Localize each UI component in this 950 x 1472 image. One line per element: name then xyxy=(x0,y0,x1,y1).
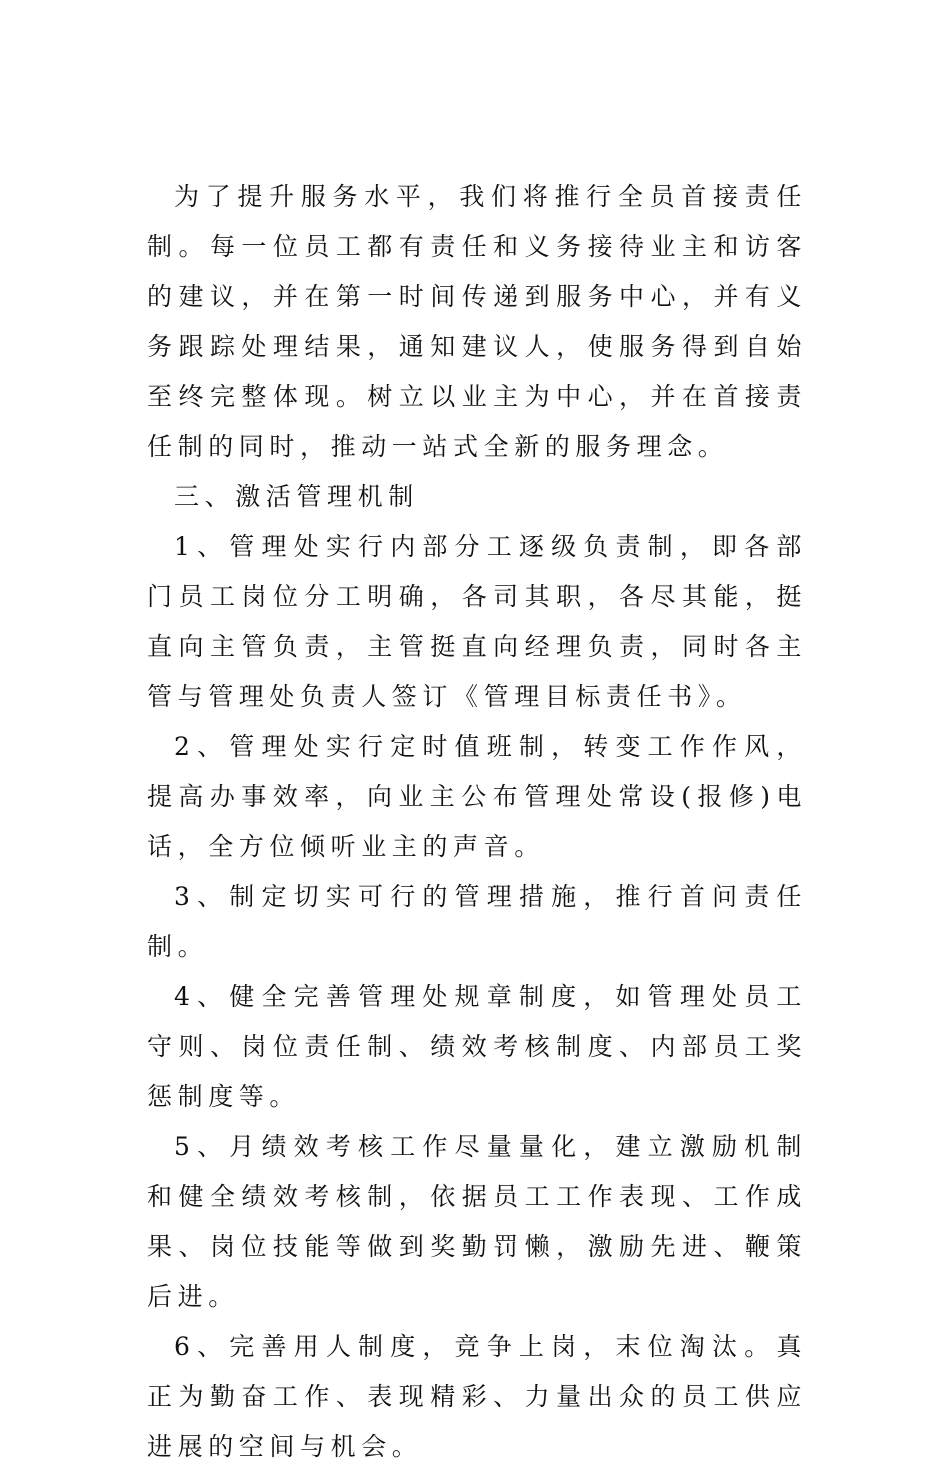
paragraph-item-6: 6、完善用人制度，竞争上岗，末位淘汰。真正为勤奋工作、表现精彩、力量出众的员工供应进展的空间与机会。 xyxy=(147,1332,807,1461)
paragraph-item-5: 5、月绩效考核工作尽量量化，建立激励机制和健全绩效考核制，依据员工工作表现、工作成果、岗位技能等做到奖勤罚懒，激励先进、鞭策后进。 xyxy=(147,1132,807,1311)
document-body xyxy=(147,172,807,1472)
paragraph-item-3: 3、制定切实可行的管理措施，推行首问责任制。 xyxy=(147,882,807,961)
paragraph-item-4: 4、健全完善管理处规章制度，如管理处员工守则、岗位责任制、绩效考核制度、内部员工奖惩制度等。 xyxy=(147,982,807,1111)
section-heading-management-mechanism: 三、激活管理机制 xyxy=(174,482,419,511)
paragraph-service-responsibility: 为了提升服务水平，我们将推行全员首接责任制。每一位员工都有责任和义务接待业主和访客的建议，并在第一时间传递到服务中心，并有义务跟踪处理结果，通知建议人，使服务得到自始至终完整体现。树立以业主为中心，并在首接责任制的同时，推动一站式全新的服务理念。 xyxy=(147,182,807,461)
paragraph-item-1: 1、管理处实行内部分工逐级负责制，即各部门员工岗位分工明确，各司其职，各尽其能，挺直向主管负责，主管挺直向经理负责，同时各主管与管理处负责人签订《管理目标责任书》。 xyxy=(147,532,807,711)
paragraph-item-2: 2、管理处实行定时值班制，转变工作作风，提高办事效率，向业主公布管理处常设(报修)电话，全方位倾听业主的声音。 xyxy=(147,732,807,861)
